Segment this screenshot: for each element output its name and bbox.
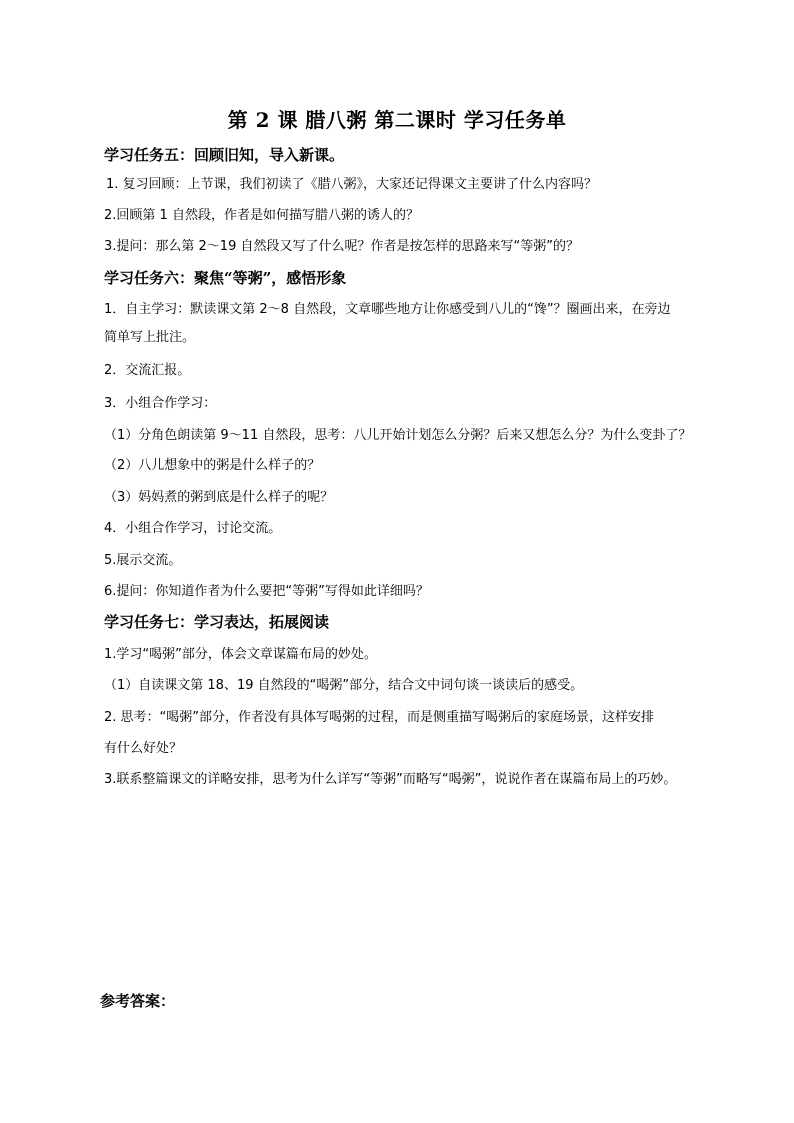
task6-item-1: 1．自主学习：默读课文第 2～8 自然段，文章哪些地方让你感受到八儿的“馋”？圈画出来，在旁边 bbox=[104, 302, 671, 317]
task6-subitem-3: （3）妈妈煮的粥到底是什么样子的呢？ bbox=[104, 490, 334, 505]
task6-subitem-2: （2）八儿想象中的粥是什么样子的？ bbox=[104, 458, 321, 473]
task7-item-2-cont: 有什么好处？ bbox=[104, 741, 183, 756]
task6-item-3: 3．小组合作学习： bbox=[104, 396, 217, 411]
task5-item-2: 2.回顾第 1 自然段，作者是如何描写腊八粥的诱人的？ bbox=[104, 208, 419, 223]
task5-heading: 学习任务五：回顾旧知，导入新课。 bbox=[104, 146, 345, 164]
task6-item-6: 6.提问：你知道作者为什么要把“等粥”写得如此详细吗？ bbox=[104, 584, 429, 599]
task6-subitem-1: （1）分角色朗读第 9～11 自然段，思考：八儿开始计划怎么分粥？后来又想怎么分？为什么变卦了？ bbox=[104, 428, 692, 443]
answer-label: 参考答案： bbox=[100, 992, 176, 1010]
page-title: 第 2 课 腊八粥 第二课时 学习任务单 bbox=[227, 108, 567, 132]
task6-item-5: 5.展示交流。 bbox=[104, 553, 182, 568]
task6-item-4: 4．小组合作学习，讨论交流。 bbox=[104, 521, 282, 536]
task7-heading: 学习任务七：学习表达，拓展阅读 bbox=[104, 613, 330, 631]
task6-item-1-cont: 简单写上批注。 bbox=[104, 330, 196, 345]
task5-item-1: 1. 复习回顾：上节课，我们初读了《腊八粥》，大家还记得课文主要讲了什么内容吗？ bbox=[106, 177, 598, 192]
task6-item-2: 2．交流汇报。 bbox=[104, 363, 191, 378]
task7-item-3: 3.联系整篇课文的详略安排，思考为什么详写“等粥”而略写“喝粥”，说说作者在谋篇布局上的巧妙。 bbox=[104, 772, 677, 787]
task6-heading: 学习任务六：聚焦“等粥”，感悟形象 bbox=[104, 269, 347, 287]
task7-item-2: 2. 思考：“喝粥”部分，作者没有具体写喝粥的过程，而是侧重描写喝粥后的家庭场景，这样安排 bbox=[104, 710, 655, 725]
task7-item-1: 1.学习“喝粥”部分，体会文章谋篇布局的妙处。 bbox=[104, 647, 377, 662]
task7-subitem-1: （1）自读课文第 18、19 自然段的“喝粥”部分，结合文中词句谈一谈读后的感受。 bbox=[104, 678, 584, 693]
task5-item-3: 3.提问：那么第 2～19 自然段又写了什么呢？作者是按怎样的思路来写“等粥”的？ bbox=[104, 239, 579, 254]
